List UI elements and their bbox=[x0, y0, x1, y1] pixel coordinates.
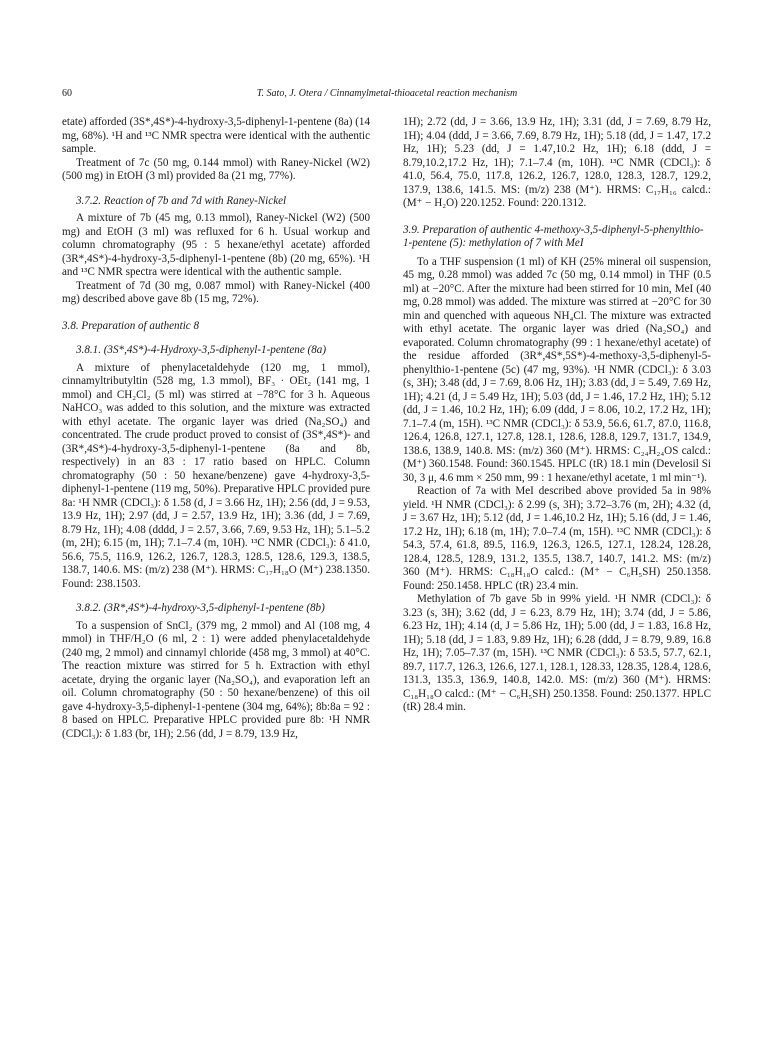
paragraph: Treatment of 7c (50 mg, 0.144 mmol) with Raney-Nickel (W2) (500 mg) in EtOH (3 ml) provided 8a (21 mg, 77%). bbox=[62, 156, 370, 182]
paragraph: To a suspension of SnCl₂ (379 mg, 2 mmol) and Al (108 mg, 4 mmol) in THF/H₂O (6 ml, 2 : 1) were added phenylacetaldehyde (240 mg, 2 mmol) and cinnamyl chloride (458 mg, 3 mmol) at 40°C. The reaction mixture was stirred for 5 h. Extraction with ethyl acetate, drying the organic layer (Na₂SO₄), and evaporation left an oil. Column chromatography (50 : 50 hexane/benzene) of this oil gave 4-hydroxy-3,5-diphenyl-1-pentene (304 mg, 64%); 8b:8a = 92 : 8 based on HPLC. Preparative HPLC provided pure 8b: ¹H NMR (CDCl₃): δ 1.83 (br, 1H); 2.56 (dd, J = 8.79, 13.9 Hz, bbox=[62, 619, 370, 740]
paragraph: A mixture of phenylacetaldehyde (120 mg, 1 mmol), cinnamyltributyltin (528 mg, 1.3 mmol), BF₃ · OEt₂ (141 mg, 1 mmol) and CH₂Cl₂ (5 ml) was stirred at −78°C for 3 h. Aqueous NaHCO₃ was added to this solution, and the mixture was extracted with ethyl acetate. The organic layer was dried (Na₂SO₄) and concentrated. The crude product proved to consist of (3S*,4S*)- and (3R*,4S*)-4-hydroxy-3,5-diphenyl-1-pentene (8a and 8b, respectively) in an 83 : 17 ratio based on HPLC. Column chromatography (50 : 50 hexane/benzene) gave 4-hydroxy-3,5-diphenyl-1-pentene (119 mg, 50%). Preparative HPLC provided pure 8a: ¹H NMR (CDCl₃): δ 1.58 (d, J = 3.66 Hz, 1H); 2.56 (dd, J = 9.53, 13.9 Hz, 1H); 2.97 (dd, J = 2.57, 13.9 Hz, 1H); 3.36 (dd, J = 7.69, 8.79 Hz, 1H); 4.08 (dddd, J = 2.57, 3.66, 7.69, 9.53 Hz, 1H); 5.1–5.2 (m, 2H); 6.15 (m, 1H); 7.1–7.4 (m, 10H). ¹³C NMR (CDCl₃): δ 41.0, 56.6, 75.5, 116.9, 126.2, 126.7, 128.3, 128.5, 128.6, 129.3, 138.5, 138.7, 140.6. MS: (m/z) 238 (M⁺). HRMS: C₁₇H₁₈O (M⁺) 238.1350. Found: 238.1503. bbox=[62, 361, 370, 590]
paragraph: Treatment of 7d (30 mg, 0.087 mmol) with Raney-Nickel (400 mg) described above gave 8b (15 mg, 72%). bbox=[62, 279, 370, 305]
paragraph: To a THF suspension (1 ml) of KH (25% mineral oil suspension, 45 mg, 0.28 mmol) was added 7c (50 mg, 0.14 mmol) in THF (0.5 ml) at −20°C. After the mixture had been stirred for 10 min, MeI (40 mg, 0.28 mmol) was added. The mixture was stirred at −20°C for 30 min and quenched with aqueous NH₄Cl. The mixture was extracted with ethyl acetate. The organic layer was dried (Na₂SO₄) and evaporated. Column chromatography (99 : 1 hexane/ethyl acetate) of the residue afforded (3R*,4S*,5S*)-4-methoxy-3,5-diphenyl-5-phenylthio-1-pentene (5c) (47 mg, 93%). ¹H NMR (CDCl₃): δ 3.03 (s, 3H); 3.48 (dd, J = 7.69, 8.06 Hz, 1H); 3.83 (dd, J = 5.49, 7.69 Hz, 1H); 4.21 (d, J = 5.49 Hz, 1H); 5.03 (dd, J = 1.46, 17.2 Hz, 1H); 5.12 (dd, J = 1.46, 10.2 Hz, 1H); 6.09 (ddd, J = 8.06, 10.2, 17.2 Hz, 1H); 7.1–7.4 (m, 15H). ¹³C NMR (CDCl₃): δ 53.9, 56.6, 61.7, 87.0, 116.8, 126.4, 126.8, 127.1, 127.8, 128.1, 128.6, 128.8, 129.7, 131.7, 134.9, 138.6, 138.9, 140.8. MS: (m/z) 360 (M⁺). HRMS: C₂₄H₂₄OS calcd.: (M⁺) 360.1548. Found: 360.1545. HPLC (tR) 18.1 min (Develosil Si 30, 3 μ, 4.6 mm × 250 mm, 99 : 1 hexane/ethyl acetate, 1 ml min⁻¹). bbox=[403, 255, 711, 484]
paragraph: A mixture of 7b (45 mg, 0.13 mmol), Raney-Nickel (W2) (500 mg) and EtOH (3 ml) was refluxed for 6 h. Usual workup and column chromatography (95 : 5 hexane/ethyl acetate) afforded (3R*,4S*)-4-hydroxy-3,5-diphenyl-1-pentene (8b) (20 mg, 65%). ¹H and ¹³C NMR spectra were identical with the authentic sample. bbox=[62, 212, 370, 278]
running-title: T. Sato, J. Otera / Cinnamylmetal-thioacetal reaction mechanism bbox=[256, 88, 518, 99]
paragraph: etate) afforded (3S*,4S*)-4-hydroxy-3,5-diphenyl-1-pentene (8a) (14 mg, 68%). ¹H and ¹³C NMR spectra were identical with the authentic sample. bbox=[62, 116, 370, 155]
paragraph: Methylation of 7b gave 5b in 99% yield. ¹H NMR (CDCl₃): δ 3.23 (s, 3H); 3.62 (dd, J = 6.23, 8.79 Hz, 1H); 3.74 (dd, J = 5.86, 6.23 Hz, 1H); 4.14 (d, J = 5.86 Hz, 1H); 5.00 (dd, J = 1.83, 16.8 Hz, 1H); 5.18 (dd, J = 1.83, 9.89 Hz, 1H); 6.28 (ddd, J = 8.79, 9.89, 16.8 Hz, 1H); 7.05–7.37 (m, 15H). ¹³C NMR (CDCl₃): δ 53.5, 57.7, 62.1, 89.7, 117.7, 126.3, 126.6, 127.1, 128.1, 128.33, 128.35, 128.4, 128.6, 131.3, 135.3, 136.9, 140.8, 142.0. MS: (m/z) 360 (M⁺). HRMS: C₁₈H₁₈O calcd.: (M⁺ − C₆H₅SH) 250.1358. Found: 250.1377. HPLC (tR) 28.4 min. bbox=[403, 593, 711, 713]
page-number: 60 bbox=[62, 88, 72, 99]
section-heading-3-8-1: 3.8.1. (3S*,4S*)-4-Hydroxy-3,5-diphenyl-1-pentene (8a) bbox=[76, 344, 327, 356]
left-column bbox=[62, 116, 370, 741]
section-heading-3-9: 3.9. Preparation of authentic 4-methoxy-3,5-diphenyl-5-phenylthio-1-pentene (5): methylation of 7 with MeI bbox=[403, 223, 704, 249]
paragraph: Reaction of 7a with MeI described above provided 5a in 98% yield. ¹H NMR (CDCl₃): δ 2.99 (s, 3H); 3.72–3.76 (m, 2H); 4.32 (d, J = 3.67 Hz, 1H); 5.12 (dd, J = 1.46,10.2 Hz, 1H); 5.16 (dd, J = 1.46, 17.2 Hz, 1H); 6.18 (m, 1H); 7.0–7.4 (m, 15H). ¹³C NMR (CDCl₃): δ 54.3, 57.4, 61.8, 89.5, 116.9, 126.3, 126.5, 127.1, 128.24, 128.28, 128.4, 128.5, 128.9, 131.2, 135.5, 138.7, 140.7, 141.2. MS: (m/z) 360 (M⁺). HRMS: C₁₈H₁₈O calcd.: (M⁺ − C₆H₅SH) 250.1358. Found: 250.1458. HPLC (tR) 23.4 min. bbox=[403, 485, 711, 592]
page-header bbox=[62, 86, 712, 102]
section-heading-3-7-2: 3.7.2. Reaction of 7b and 7d with Raney-Nickel bbox=[76, 194, 287, 207]
section-heading-3-8-2: 3.8.2. (3R*,4S*)-4-hydroxy-3,5-diphenyl-1-pentene (8b) bbox=[76, 602, 325, 614]
right-column bbox=[403, 116, 711, 715]
section-heading-3-8: 3.8. Preparation of authentic 8 bbox=[62, 319, 200, 332]
paragraph: 1H); 2.72 (dd, J = 3.66, 13.9 Hz, 1H); 3.31 (dd, J = 7.69, 8.79 Hz, 1H); 4.04 (ddd, J = 3.66, 7.69, 8.79 Hz, 1H); 5.18 (dd, J = 1.47, 17.2 Hz, 1H); 5.23 (dd, J = 1.47,10.2 Hz, 1H); 6.18 (ddd, J = 8.79,10.2,17.2 Hz, 1H); 7.1–7.4 (m, 10H). ¹³C NMR (CDCl₃): δ 41.0, 56.4, 75.0, 117.8, 126.2, 126.7, 128.0, 128.3, 128.7, 129.2, 137.9, 138.6, 141.5. MS: (m/z) 238 (M⁺). HRMS: C₁₇H₁₆ calcd.: (M⁺ − H₂O) 220.1252. Found: 220.1312. bbox=[403, 116, 711, 209]
